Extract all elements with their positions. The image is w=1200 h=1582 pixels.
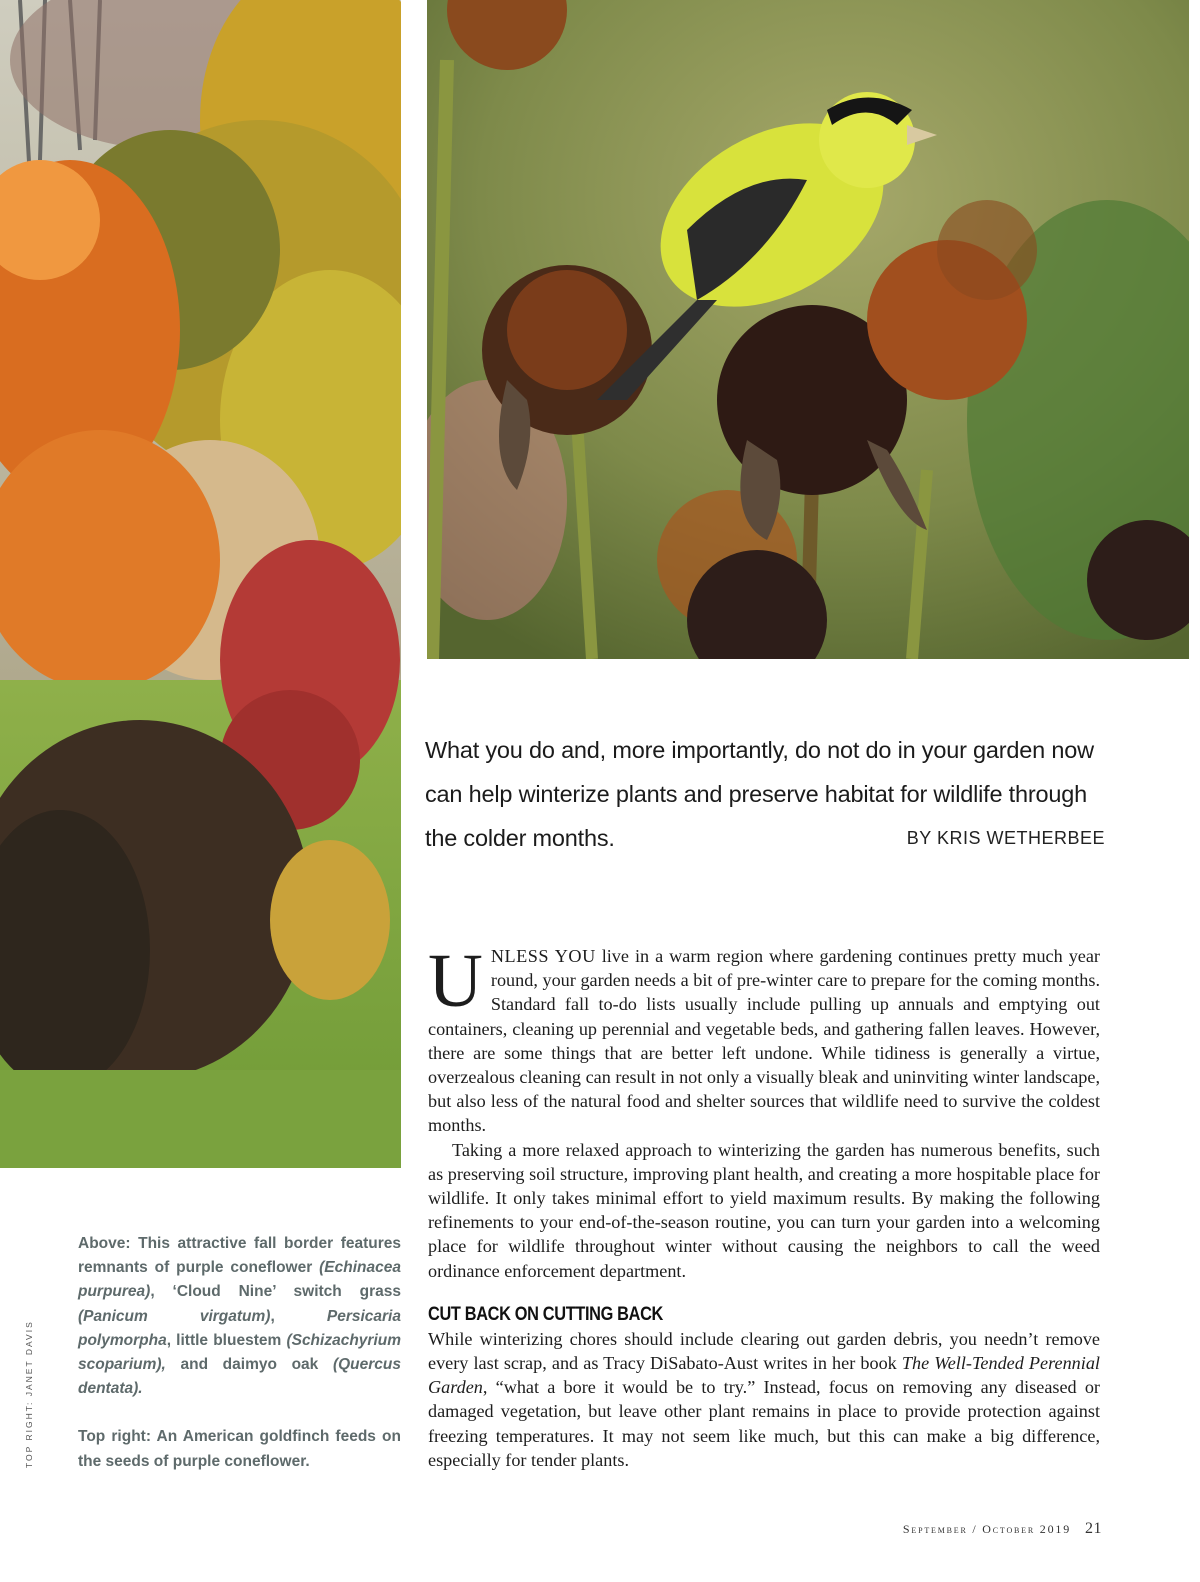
drop-cap: U [428,939,483,1023]
paragraph-1-text: live in a warm region where gardening continues pretty much year round, your garden needs a bit of pre-winter care to prepare for the coming months. Standard fall to-do lists usually include pulling up annuals and emptying out containers, cleaning up perennial and vegetable beds, and gathering fallen leaves. However, there are some things that are better left undone. While tidiness is generally a virtue, overzealous cleaning can result in not only a visually bleak and uninviting winter landscape, but also less of the natural food and shelter sources that wildlife need to survive the coldest months. [428,946,1100,1136]
caption-text: , ‘Cloud Nine’ switch grass [150,1283,401,1301]
paragraph-3-text-a: While winterizing chores should include clearing out garden debris, you needn’t remove every last scrap, and as Tracy DiSabato-Aust writes in her book [428,1328,1100,1374]
paragraph-1 [428,939,1100,1138]
byline: BY KRIS WETHERBEE [906,828,1105,848]
page-number: 21 [1085,1520,1102,1537]
fall-border-photo [0,0,401,1168]
article-deck [425,728,1105,860]
issue-date: September / October 2019 [902,1522,1071,1536]
caption-text: Above: This attractive fall border features remnants of purple coneflower [78,1235,401,1277]
caption-species: Persicaria polymorpha [78,1307,401,1349]
section-heading: CUT BACK ON CUTTING BACK [428,1303,664,1325]
caption-above [78,1232,401,1401]
article-body [428,939,1100,1472]
caption-text: and daimyo oak [165,1356,333,1374]
caption-species: (Panicum virgatum) [78,1307,271,1325]
photo-captions [78,1232,401,1498]
page-footer [903,1520,1102,1538]
caption-text: , [270,1307,327,1325]
photo-credit: TOP RIGHT: JANET DAVIS [24,1320,34,1468]
paragraph-2: Taking a more relaxed approach to winterizing the garden has numerous benefits, such as preserving soil structure, improving plant health, and creating a more hospitable place for wildlife. It only takes minimal effort to yield maximum results. By making the following refinements to your end-of-the-season routine, you can turn your garden into a welcoming place for wildlife throughout winter without causing the neighbors to call the weed ordinance enforcement department. [428,1139,1100,1281]
caption-species: (Echinacea purpurea) [78,1259,401,1301]
caption-text: , little bluestem [166,1331,287,1349]
caption-species: (Schizachyrium scoparium), [78,1331,401,1374]
deck-text: What you do and, more importantly, do not do in your garden now can help winterize plants and preserve habitat for wildlife through the colder months. [425,737,1094,851]
paragraph-3 [428,1327,1100,1472]
caption-top-right: Top right: An American goldfinch feeds on the seeds of purple coneflower. [78,1428,401,1470]
goldfinch-coneflower-photo [427,0,1189,659]
lead-in: NLESS YOU [490,946,596,966]
paragraph-3-text-b: , “what a bore it would be to try.” Instead, focus on removing any diseased or damaged vegetation, but leave other plant remains in place to provide protection against freezing temperatures. It may not seem like much, but this can make a big difference, especially for tender plants. [428,1377,1100,1470]
book-title: The Well-Tended Perennial Garden [428,1353,1100,1398]
caption-species: (Quercus dentata). [78,1356,401,1398]
